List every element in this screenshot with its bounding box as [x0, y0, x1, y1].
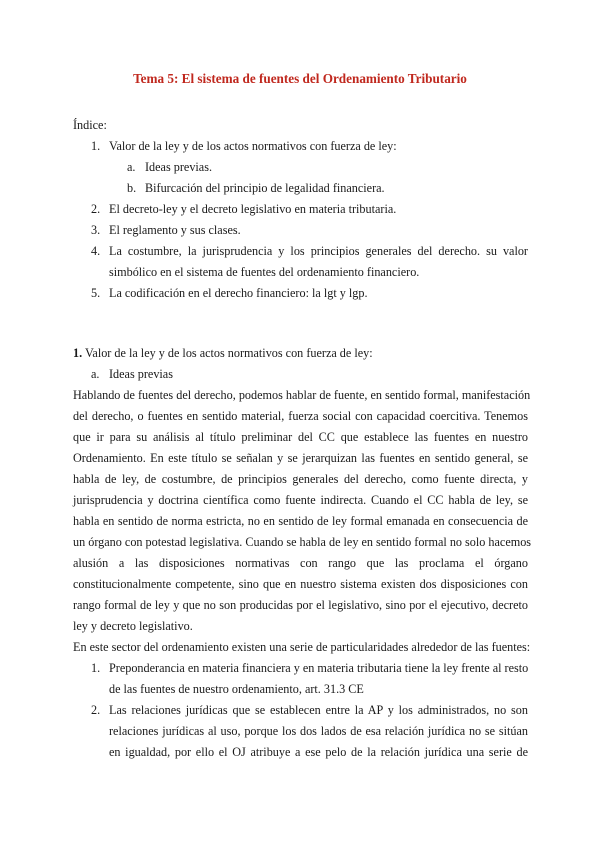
index-subitem-b-letter: b. [127, 181, 137, 195]
paragraph-line: que ir para su análisis al título preliminar del CC que establece las fuentes en nuestro [73, 430, 528, 444]
point-1-number: 1. [91, 661, 101, 675]
paragraph-line: alusión a las disposiciones normativas con rango que las proclama el órgano [73, 556, 528, 570]
paragraph-line: ley y decreto legislativo. [73, 619, 193, 633]
document-title: Tema 5: El sistema de fuentes del Ordenamiento Tributario [133, 71, 467, 86]
section-1a-title: Ideas previas [109, 367, 173, 381]
index-subitem-a-text: Ideas previas. [145, 160, 213, 174]
paragraph-line: jurisprudencia y doctrina científica como fuente indirecta. Cuando el CC habla de ley, se [73, 493, 528, 507]
paragraph-line: un órgano con potestad legislativa. Cuando se habla de ley en sentido formal no solo hacemos [73, 535, 532, 549]
section-1a-letter: a. [91, 367, 100, 381]
index-subitem-b-text: Bifurcación del principio de legalidad financiera. [145, 181, 385, 195]
index-item-2-text: El decreto-ley y el decreto legislativo en materia tributaria. [109, 202, 397, 216]
paragraph-line: habla en sentido de norma estricta, no en sentido de ley formal emanada en consecuencia de [73, 514, 528, 528]
section-1-title: Valor de la ley y de los actos normativos con fuerza de ley: [84, 346, 373, 360]
point-1-line: Preponderancia en materia financiera y en materia tributaria tiene la ley frente al resto [109, 661, 529, 675]
point-2-line: relaciones jurídicas al uso, porque los dos lados de esa relación jurídica no se sitúan [109, 724, 528, 738]
index-item-4-number: 4. [91, 244, 101, 258]
paragraph-line: constitucionalmente competente, sino que en nuestro sistema existen dos disposiciones con [73, 577, 528, 591]
index-item-5-text: La codificación en el derecho financiero: la lgt y lgp. [109, 286, 368, 300]
paragraph-line: del derecho, o fuentes en sentido material, fuerza social con capacidad coercitiva. Tenemos [73, 409, 528, 423]
point-2-number: 2. [91, 703, 101, 717]
index-item-4-text-line1: La costumbre, la jurisprudencia y los principios generales del derecho. su valor [109, 244, 528, 258]
paragraph-line: Ordenamiento. En este título se señalan y se jerarquizan las fuentes en sentido general, se [73, 451, 528, 465]
point-2-line: Las relaciones jurídicas que se establecen entre la AP y los administrados, no son [109, 703, 528, 717]
intro-line: En este sector del ordenamiento existen una serie de particularidades alrededor de las fuentes: [73, 640, 531, 654]
index-item-2-number: 2. [91, 202, 101, 216]
index-item-1-text: Valor de la ley y de los actos normativos con fuerza de ley: [109, 139, 397, 153]
section-1-number: 1. [73, 346, 83, 360]
index-heading: Índice: [73, 118, 107, 132]
paragraph-line: habla de ley, de costumbre, de principios generales del derecho, como fuente directa, y [73, 472, 528, 486]
point-1-line: de las fuentes de nuestro ordenamiento, art. 31.3 CE [109, 682, 364, 696]
point-2-line: en igualdad, por ello el OJ atribuye a ese pelo de la relación jurídica una serie de [109, 745, 528, 759]
index-item-1-number: 1. [91, 139, 101, 153]
index-item-3-number: 3. [91, 223, 101, 237]
paragraph-line: Hablando de fuentes del derecho, podemos hablar de fuente, en sentido formal, manifestación [73, 388, 531, 402]
index-subitem-a-letter: a. [127, 160, 136, 174]
index-item-4-text-line2: simbólico en el sistema de fuentes del ordenamiento financiero. [109, 265, 420, 279]
index-item-5-number: 5. [91, 286, 101, 300]
index-item-3-text: El reglamento y sus clases. [109, 223, 241, 237]
section-1-heading [73, 343, 528, 364]
paragraph-line: rango formal de ley y que no son producidas por el legislativo, sino por el ejecutivo, decreto [73, 598, 528, 612]
